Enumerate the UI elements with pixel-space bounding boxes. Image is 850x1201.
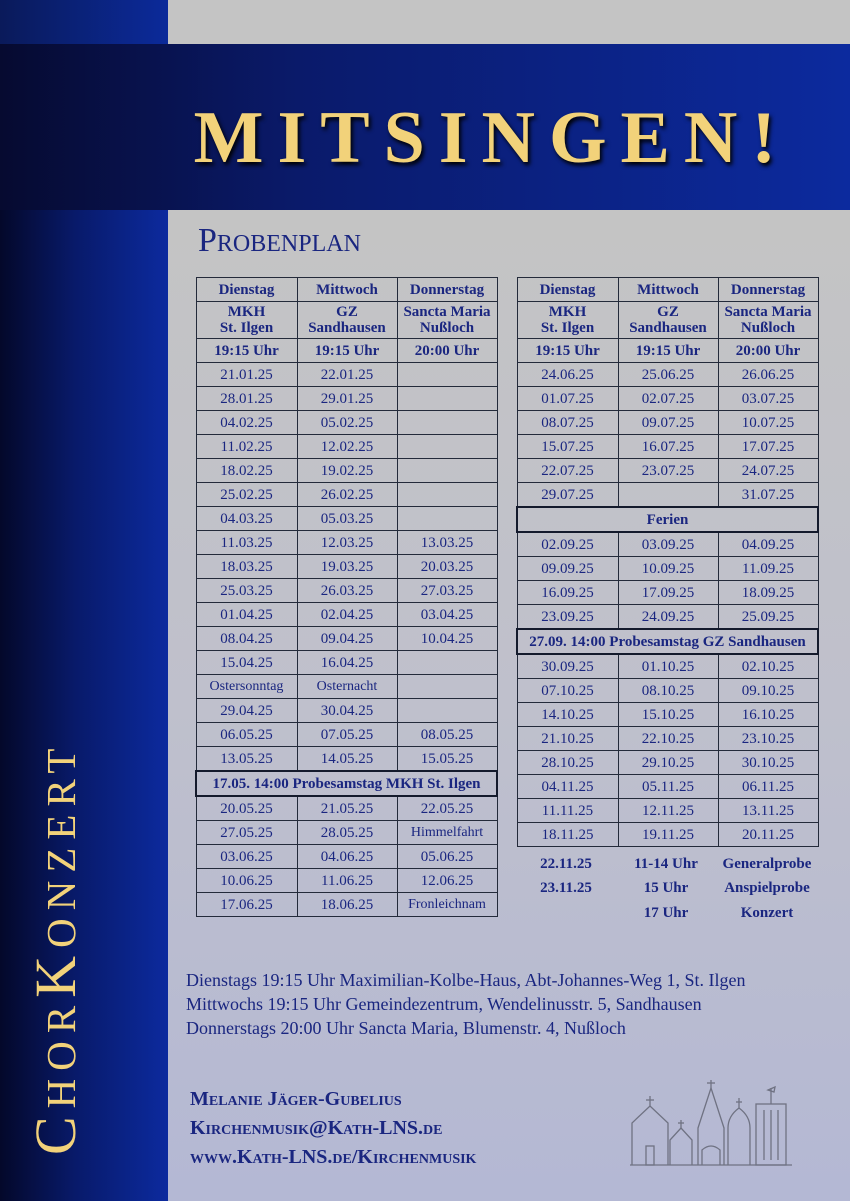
table-row [517, 703, 818, 727]
time-header: 19:15 Uhr [297, 339, 397, 363]
location-header: GZ Sandhausen [297, 302, 397, 339]
date-cell: 15.10.25 [618, 703, 718, 727]
date-cell: 02.10.25 [718, 654, 818, 679]
table-row [517, 581, 818, 605]
date-cell: 19.11.25 [618, 823, 718, 847]
column-header: Donnerstag [397, 278, 497, 302]
sidebar-title: ChorKonzert [23, 740, 88, 1155]
schedule-table-left [195, 277, 498, 917]
date-cell: 14.10.25 [517, 703, 618, 727]
date-cell: 20.11.25 [718, 823, 818, 847]
date-cell: 08.07.25 [517, 411, 618, 435]
column-header: Dienstag [517, 278, 618, 302]
date-cell [397, 435, 497, 459]
date-cell: 09.09.25 [517, 557, 618, 581]
date-cell: 25.02.25 [196, 483, 297, 507]
date-cell: 14.05.25 [297, 747, 397, 772]
date-cell: 18.06.25 [297, 893, 397, 917]
schedule-rows-left [196, 363, 497, 917]
location-header: Sancta Maria Nußloch [718, 302, 818, 339]
date-cell: Fronleichnam [397, 893, 497, 917]
date-cell: 18.02.25 [196, 459, 297, 483]
date-cell: 23.09.25 [517, 605, 618, 630]
table-row [517, 507, 818, 532]
date-cell: 16.09.25 [517, 581, 618, 605]
date-cell: 11.02.25 [196, 435, 297, 459]
contact-block [190, 1085, 476, 1172]
date-cell: 09.04.25 [297, 627, 397, 651]
date-cell: 17.09.25 [618, 581, 718, 605]
date-cell: 05.02.25 [297, 411, 397, 435]
table-row [196, 821, 497, 845]
date-cell: Osternacht [297, 675, 397, 699]
date-cell: 28.05.25 [297, 821, 397, 845]
table-row [196, 627, 497, 651]
date-cell: 15.05.25 [397, 747, 497, 772]
date-cell: 08.10.25 [618, 679, 718, 703]
date-cell: 21.01.25 [196, 363, 297, 387]
date-cell: 04.02.25 [196, 411, 297, 435]
date-cell [397, 699, 497, 723]
table-row [196, 747, 497, 772]
addresses [186, 968, 745, 1040]
contact-website[interactable]: www.Kath-LNS.de/Kirchenmusik [190, 1146, 477, 1168]
date-cell: 02.09.25 [517, 532, 618, 557]
date-cell: 16.10.25 [718, 703, 818, 727]
date-cell: 29.07.25 [517, 483, 618, 508]
date-cell: Ostersonntag [196, 675, 297, 699]
date-cell: 01.10.25 [618, 654, 718, 679]
date-cell: 29.04.25 [196, 699, 297, 723]
date-cell: 22.05.25 [397, 796, 497, 821]
date-cell: 10.09.25 [618, 557, 718, 581]
location-header: Sancta Maria Nußloch [397, 302, 497, 339]
date-cell: 30.04.25 [297, 699, 397, 723]
date-cell: 04.06.25 [297, 845, 397, 869]
date-cell: 02.07.25 [618, 387, 718, 411]
date-cell: 29.10.25 [618, 751, 718, 775]
date-cell: 23.07.25 [618, 459, 718, 483]
date-cell: 02.04.25 [297, 603, 397, 627]
table-row [517, 411, 818, 435]
concert-date: 23.11.25 [540, 880, 592, 896]
date-cell: 29.01.25 [297, 387, 397, 411]
date-cell: 22.07.25 [517, 459, 618, 483]
table-row [517, 483, 818, 508]
table-row [517, 387, 818, 411]
date-cell: 30.10.25 [718, 751, 818, 775]
churches-skyline-icon [628, 1078, 794, 1168]
date-cell: 22.10.25 [618, 727, 718, 751]
date-cell: 24.09.25 [618, 605, 718, 630]
date-cell: 28.01.25 [196, 387, 297, 411]
date-cell: 05.11.25 [618, 775, 718, 799]
date-cell: 26.06.25 [718, 363, 818, 387]
event-cell: 27.09. 14:00 Probesamstag GZ Sandhausen [517, 629, 818, 654]
table-row [196, 411, 497, 435]
date-cell: 31.07.25 [718, 483, 818, 508]
schedule-table-right [516, 277, 819, 847]
date-cell: 03.09.25 [618, 532, 718, 557]
table-row [196, 435, 497, 459]
time-header: 19:15 Uhr [196, 339, 297, 363]
table-row [196, 723, 497, 747]
date-cell [397, 387, 497, 411]
date-cell: 07.05.25 [297, 723, 397, 747]
time-header: 19:15 Uhr [618, 339, 718, 363]
date-cell: 08.05.25 [397, 723, 497, 747]
date-cell [397, 459, 497, 483]
date-cell: 10.04.25 [397, 627, 497, 651]
table-row [517, 363, 818, 387]
table-row [196, 699, 497, 723]
date-cell: 05.03.25 [297, 507, 397, 531]
date-cell: 04.09.25 [718, 532, 818, 557]
table-row [517, 751, 818, 775]
location-header: MKH St. Ilgen [196, 302, 297, 339]
date-cell: 18.03.25 [196, 555, 297, 579]
date-cell: 19.02.25 [297, 459, 397, 483]
date-cell [397, 675, 497, 699]
table-row [196, 459, 497, 483]
date-cell [397, 363, 497, 387]
schedule-rows-right [517, 363, 818, 847]
table-row [196, 507, 497, 531]
address-line: Mittwochs 19:15 Uhr Gemeindezentrum, Wendelinusstr. 5, Sandhausen [186, 994, 702, 1014]
table-row [196, 555, 497, 579]
page-title: MITSINGEN! [193, 97, 790, 179]
table-row [517, 605, 818, 630]
date-cell: 10.06.25 [196, 869, 297, 893]
date-cell: 16.07.25 [618, 435, 718, 459]
date-cell: 20.03.25 [397, 555, 497, 579]
date-cell: 28.10.25 [517, 751, 618, 775]
table-row [517, 557, 818, 581]
date-cell: 01.07.25 [517, 387, 618, 411]
date-cell: 20.05.25 [196, 796, 297, 821]
table-row [196, 483, 497, 507]
date-cell: 18.11.25 [517, 823, 618, 847]
table-row [517, 435, 818, 459]
date-cell: 09.07.25 [618, 411, 718, 435]
concert-event: Anspielprobe [724, 880, 810, 896]
date-cell: 26.02.25 [297, 483, 397, 507]
date-cell: 23.10.25 [718, 727, 818, 751]
column-header: Mittwoch [297, 278, 397, 302]
address-line: Donnerstags 20:00 Uhr Sancta Maria, Blumenstr. 4, Nußloch [186, 1018, 626, 1038]
date-cell: 21.10.25 [517, 727, 618, 751]
table-row [196, 651, 497, 675]
date-cell: 30.09.25 [517, 654, 618, 679]
table-row [196, 675, 497, 699]
date-cell: 11.11.25 [517, 799, 618, 823]
time-header: 20:00 Uhr [718, 339, 818, 363]
concert-date: 22.11.25 [540, 856, 592, 872]
date-cell: 12.06.25 [397, 869, 497, 893]
date-cell: 13.03.25 [397, 531, 497, 555]
date-cell: 12.11.25 [618, 799, 718, 823]
date-cell: 24.06.25 [517, 363, 618, 387]
concert-time: 11-14 Uhr [634, 856, 698, 872]
date-cell: 26.03.25 [297, 579, 397, 603]
event-cell: Ferien [517, 507, 818, 532]
date-cell: 10.07.25 [718, 411, 818, 435]
date-cell [397, 483, 497, 507]
time-header: 20:00 Uhr [397, 339, 497, 363]
date-cell: 03.04.25 [397, 603, 497, 627]
table-row [196, 771, 497, 796]
date-cell: 17.07.25 [718, 435, 818, 459]
table-row [196, 893, 497, 917]
table-row [196, 869, 497, 893]
table-row [517, 823, 818, 847]
table-row [196, 363, 497, 387]
location-header: MKH St. Ilgen [517, 302, 618, 339]
date-cell: 04.03.25 [196, 507, 297, 531]
column-header: Dienstag [196, 278, 297, 302]
date-cell: 19.03.25 [297, 555, 397, 579]
date-cell: 03.06.25 [196, 845, 297, 869]
table-row [196, 603, 497, 627]
date-cell: 12.03.25 [297, 531, 397, 555]
date-cell: 17.06.25 [196, 893, 297, 917]
column-header: Mittwoch [618, 278, 718, 302]
date-cell: 11.09.25 [718, 557, 818, 581]
table-row [517, 654, 818, 679]
table-row [517, 679, 818, 703]
date-cell: 06.11.25 [718, 775, 818, 799]
date-cell: 24.07.25 [718, 459, 818, 483]
header-banner [0, 44, 850, 210]
location-header: GZ Sandhausen [618, 302, 718, 339]
concert-event: Generalprobe [722, 856, 812, 872]
time-header: 19:15 Uhr [517, 339, 618, 363]
table-row [196, 579, 497, 603]
date-cell: 06.05.25 [196, 723, 297, 747]
date-cell: 01.04.25 [196, 603, 297, 627]
date-cell: 25.06.25 [618, 363, 718, 387]
date-cell: 27.03.25 [397, 579, 497, 603]
date-cell [397, 507, 497, 531]
date-cell: 04.11.25 [517, 775, 618, 799]
address-line: Dienstags 19:15 Uhr Maximilian-Kolbe-Haus, Abt-Johannes-Weg 1, St. Ilgen [186, 970, 746, 990]
date-cell: 11.03.25 [196, 531, 297, 555]
date-cell: 21.05.25 [297, 796, 397, 821]
date-cell: 16.04.25 [297, 651, 397, 675]
date-cell: 03.07.25 [718, 387, 818, 411]
concert-event: Konzert [740, 905, 794, 921]
sidebar [0, 210, 168, 1201]
date-cell [397, 651, 497, 675]
date-cell: 15.04.25 [196, 651, 297, 675]
date-cell: Himmelfahrt [397, 821, 497, 845]
date-cell: 25.03.25 [196, 579, 297, 603]
top-strip [0, 0, 168, 44]
date-cell: 22.01.25 [297, 363, 397, 387]
date-cell [618, 483, 718, 508]
table-row [517, 727, 818, 751]
concert-time: 17 Uhr [643, 905, 689, 921]
date-cell [397, 411, 497, 435]
table-row [196, 845, 497, 869]
table-row [517, 532, 818, 557]
event-cell: 17.05. 14:00 Probesamstag MKH St. Ilgen [196, 771, 497, 796]
column-header: Donnerstag [718, 278, 818, 302]
contact-name: Melanie Jäger-Gubelius [190, 1088, 402, 1110]
contact-email[interactable]: Kirchenmusik@Kath-LNS.de [190, 1117, 443, 1139]
date-cell: 15.07.25 [517, 435, 618, 459]
table-row [196, 796, 497, 821]
table-row [196, 531, 497, 555]
date-cell: 27.05.25 [196, 821, 297, 845]
table-row [517, 629, 818, 654]
date-cell: 12.02.25 [297, 435, 397, 459]
date-cell: 13.05.25 [196, 747, 297, 772]
date-cell: 07.10.25 [517, 679, 618, 703]
table-row [196, 387, 497, 411]
date-cell: 13.11.25 [718, 799, 818, 823]
table-row [517, 799, 818, 823]
date-cell: 05.06.25 [397, 845, 497, 869]
table-row [517, 459, 818, 483]
date-cell: 09.10.25 [718, 679, 818, 703]
date-cell: 08.04.25 [196, 627, 297, 651]
concert-time: 15 Uhr [643, 880, 689, 896]
table-row [517, 775, 818, 799]
date-cell: 11.06.25 [297, 869, 397, 893]
date-cell: 25.09.25 [718, 605, 818, 630]
date-cell: 18.09.25 [718, 581, 818, 605]
section-title: Probenplan [198, 222, 361, 259]
